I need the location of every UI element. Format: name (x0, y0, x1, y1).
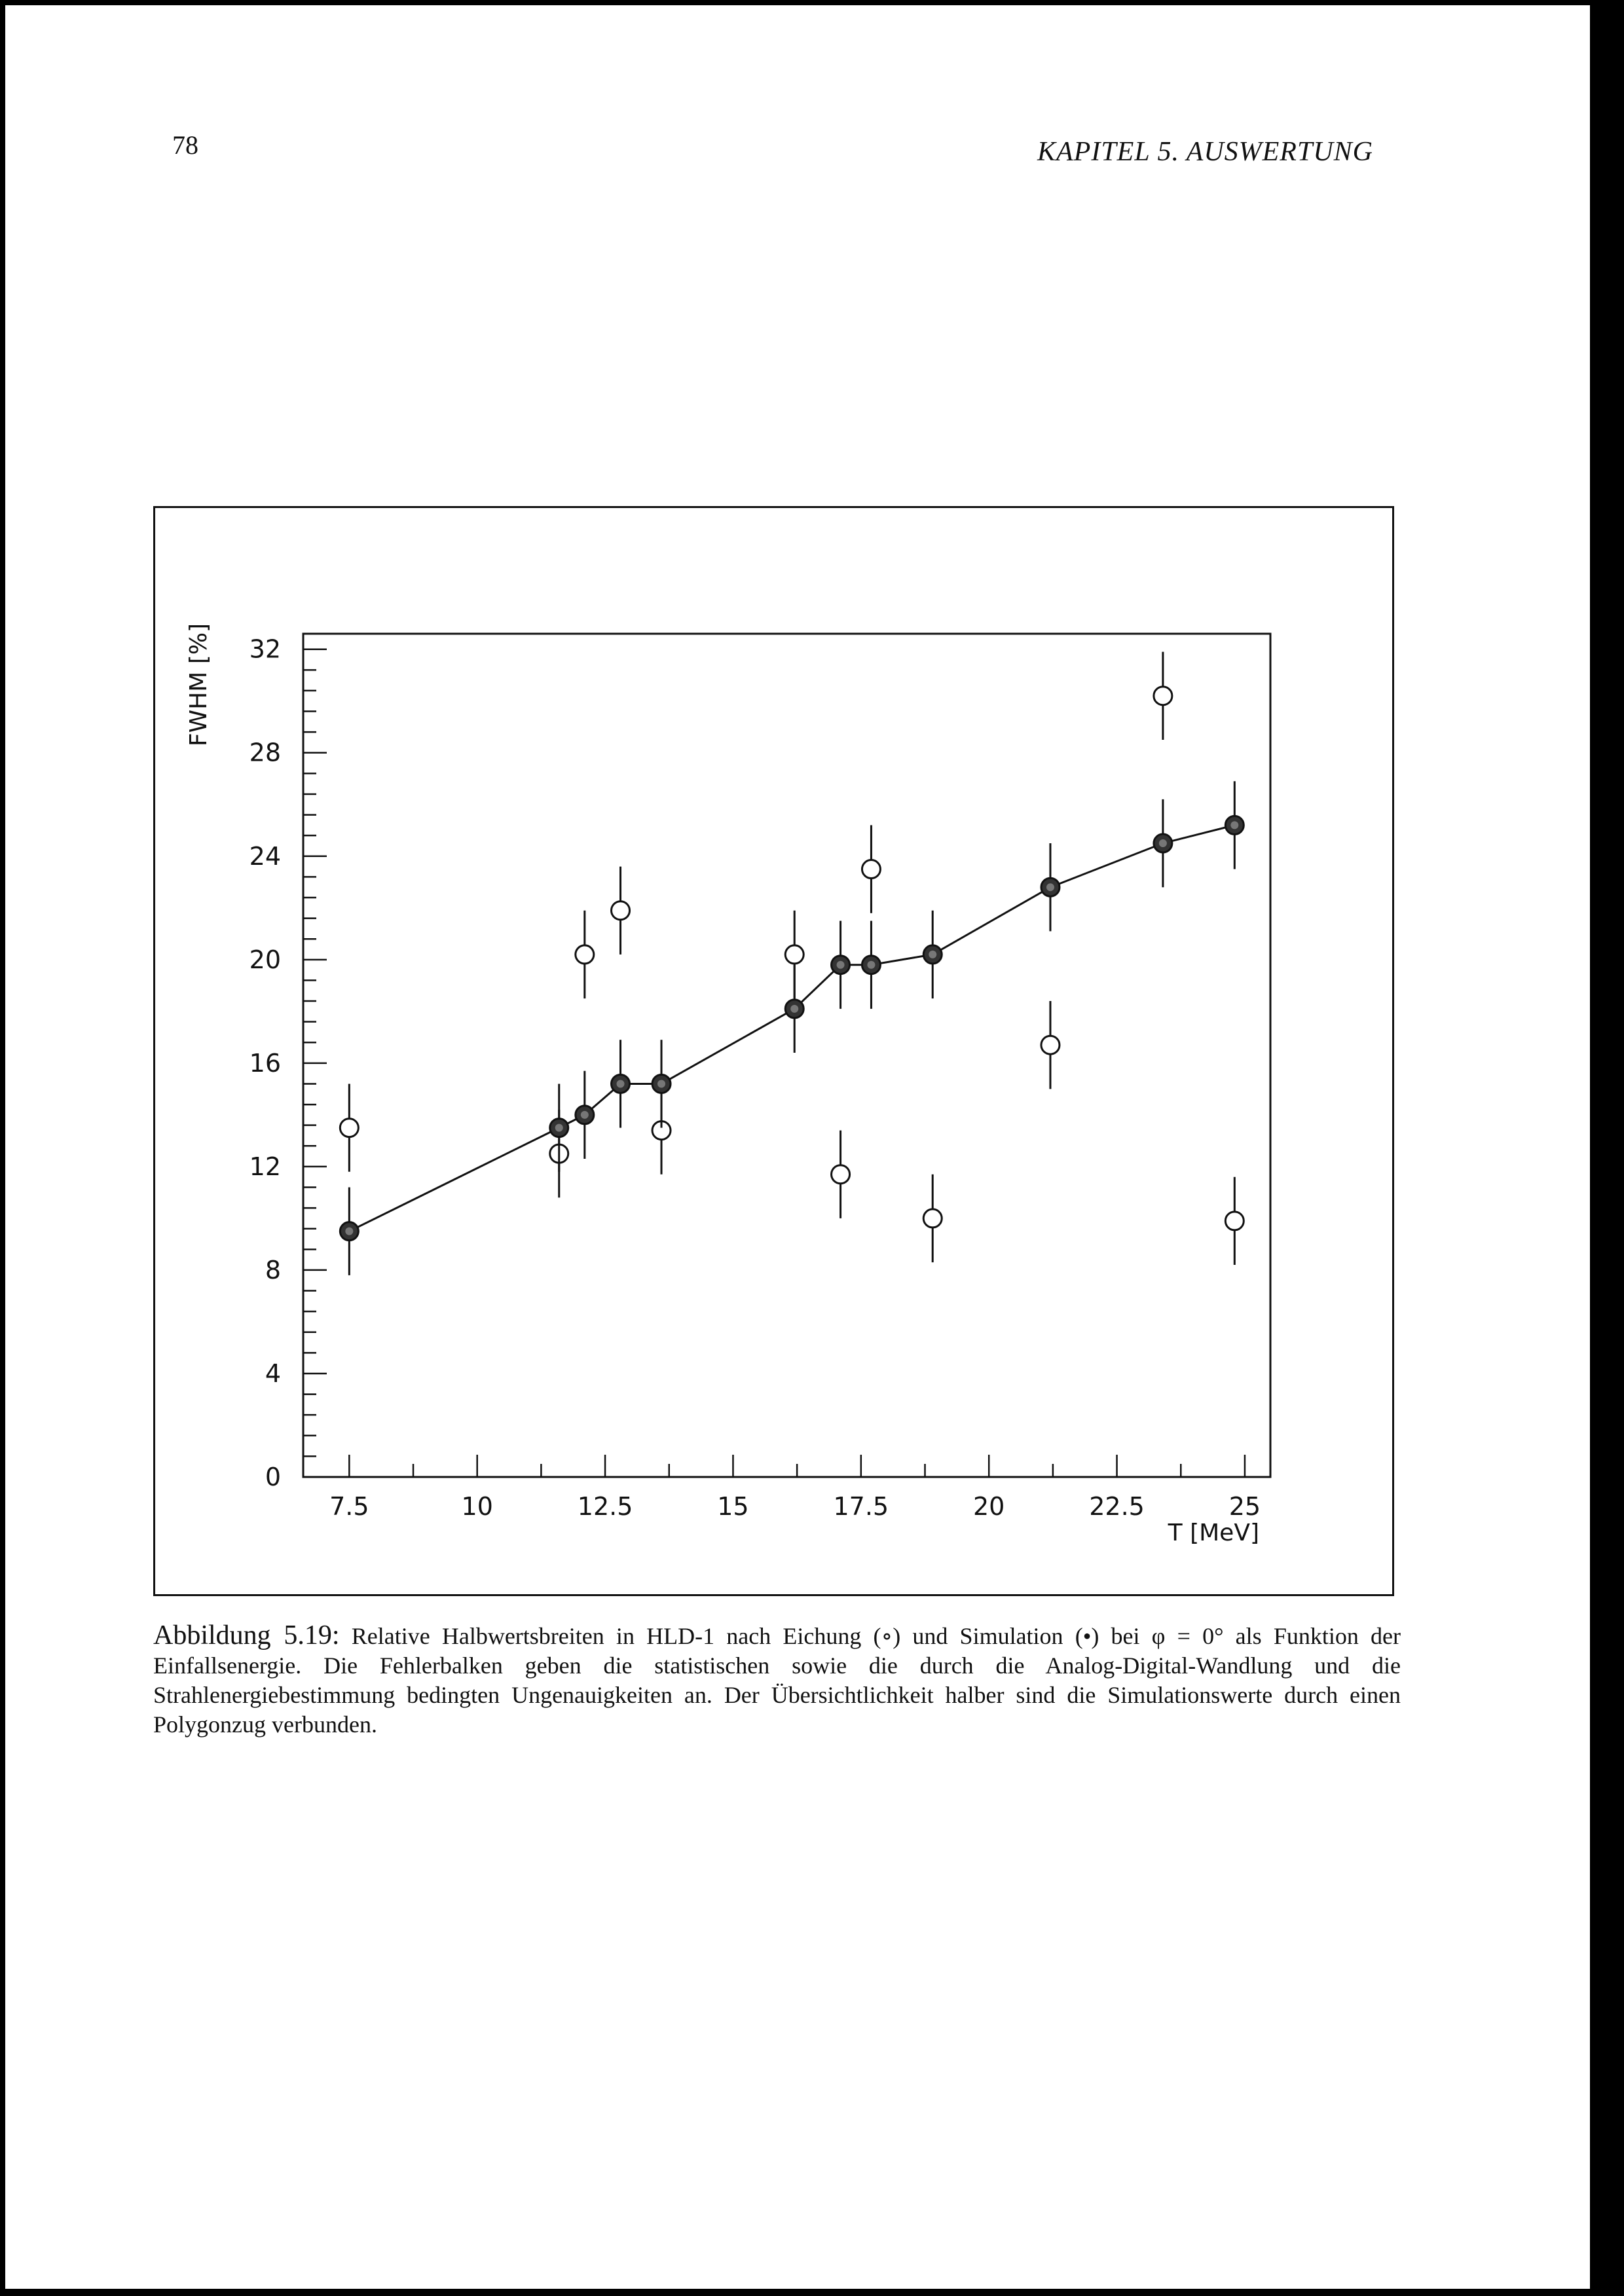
x-tick-label: 7.5 (329, 1492, 369, 1521)
calibration-point (1154, 687, 1172, 705)
simulation-point-core (1230, 821, 1238, 829)
calibration-point (340, 1119, 358, 1137)
y-tick-label: 4 (265, 1358, 281, 1388)
calibration-point (576, 945, 594, 964)
calibration-point (862, 860, 880, 879)
y-tick-label: 20 (249, 945, 281, 974)
calibration-point (785, 945, 803, 964)
calibration-point (1225, 1212, 1244, 1230)
simulation-point-core (581, 1111, 589, 1119)
calibration-point (832, 1165, 850, 1184)
simulation-point-core (555, 1124, 563, 1132)
x-tick-label: 17.5 (833, 1492, 889, 1521)
page-number: 78 (172, 130, 198, 160)
simulation-point-core (837, 961, 845, 969)
caption-label: Abbildung 5.19: (153, 1620, 340, 1650)
simulation-point-core (867, 961, 875, 969)
simulation-point-core (929, 951, 936, 958)
figure-frame (153, 506, 1394, 1596)
plot-frame (303, 634, 1270, 1477)
y-tick-label: 0 (265, 1463, 281, 1491)
calibration-point (923, 1209, 942, 1228)
x-axis-label: T [MeV] (1168, 1520, 1259, 1546)
x-tick-label: 10 (461, 1492, 493, 1521)
x-tick-label: 25 (1228, 1492, 1261, 1521)
calibration-point (1041, 1036, 1060, 1054)
fwhm-chart (155, 508, 1392, 1594)
paper-sheet (5, 5, 1590, 2289)
figure-caption (153, 1621, 1401, 1740)
calibration-point (612, 902, 630, 920)
running-head: KAPITEL 5. AUSWERTUNG (1037, 137, 1373, 167)
simulation-point-core (790, 1005, 798, 1013)
x-tick-label: 15 (717, 1492, 749, 1521)
simulation-point-core (345, 1228, 353, 1235)
x-tick-label: 12.5 (577, 1492, 633, 1521)
y-tick-label: 32 (249, 634, 281, 664)
y-axis-label: FWHM [%] (185, 623, 212, 747)
simulation-point-core (617, 1080, 625, 1087)
simulation-point-core (657, 1080, 665, 1087)
simulation-point-core (1159, 839, 1167, 847)
x-tick-label: 22.5 (1089, 1492, 1145, 1521)
y-tick-label: 28 (249, 738, 281, 767)
y-tick-label: 12 (249, 1152, 281, 1181)
simulation-point-core (1046, 883, 1054, 891)
polygon-line (349, 825, 1234, 1231)
y-tick-label: 16 (249, 1048, 281, 1078)
y-tick-label: 8 (265, 1255, 281, 1285)
caption-text: Relative Halbwertsbreiten in HLD-1 nach Eichung (∘) und Simulation (•) bei φ = 0° als Funktion der Einfallsenergie. Die Fehlerbalken geben die statistischen sowie die durch die Analog-Digital-Wandlung und die Strahlenergiebestimmung bedingten Ungenauigkeiten an. Der Übersichtlichkeit halber sind die Simulationswerte durch einen Polygonzug verbunden. (153, 1623, 1401, 1738)
y-tick-label: 24 (249, 841, 281, 871)
x-tick-label: 20 (973, 1492, 1005, 1521)
